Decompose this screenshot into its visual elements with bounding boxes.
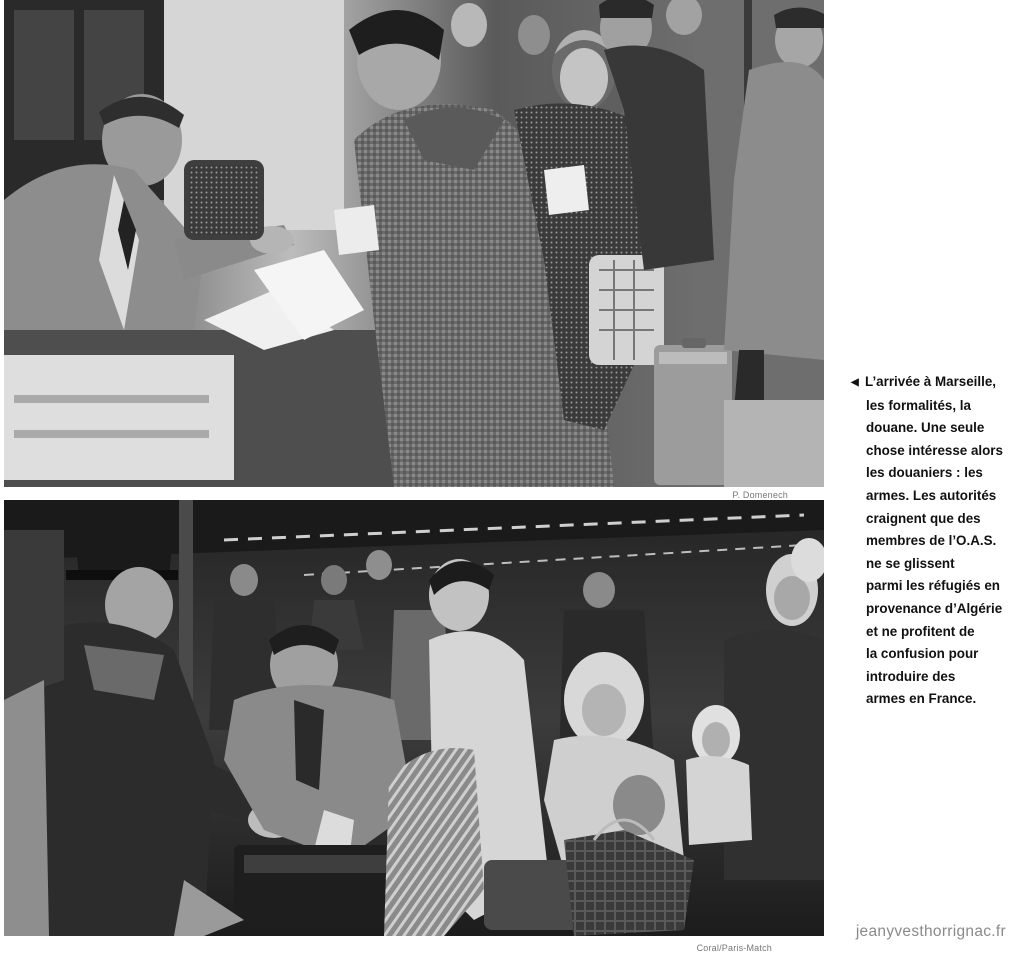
caption-line-text: L’arrivée à Marseille, [865, 374, 997, 389]
caption-line: armes. Les autorités [866, 487, 997, 503]
caption-line: ne se glissent [866, 555, 955, 571]
photo-luggage-inspection [4, 500, 824, 936]
caption-line [851, 371, 1021, 395]
caption-line: les formalités, la [866, 397, 971, 413]
caption-line: douane. Une seule [866, 420, 985, 436]
caption-line: la confusion pour [866, 646, 979, 662]
caption-line: parmi les réfugiés en [866, 578, 1000, 594]
photo-customs-desk-image [4, 0, 824, 487]
photo-luggage-inspection-image [4, 500, 824, 936]
photo-customs-desk [4, 0, 824, 487]
caption-line: armes en France. [866, 691, 977, 707]
photo-caption [851, 371, 1021, 711]
photo-credit-top: P. Domenech [732, 490, 788, 500]
photo-credit-bottom: Coral/Paris-Match [696, 943, 772, 953]
caption-line: membres de l’O.A.S. [866, 533, 997, 549]
site-watermark: jeanyvesthorrignac.fr [855, 923, 1006, 940]
caption-line: chose intéresse alors [866, 442, 1003, 458]
caption-line: provenance d’Algérie [866, 600, 1003, 616]
caption-line: introduire des [866, 668, 956, 684]
pointer-left-icon: ◀ [851, 377, 859, 388]
caption-line: et ne profitent de [866, 623, 975, 639]
caption-line: craignent que des [866, 510, 981, 526]
caption-line: les douaniers : les [866, 465, 983, 481]
